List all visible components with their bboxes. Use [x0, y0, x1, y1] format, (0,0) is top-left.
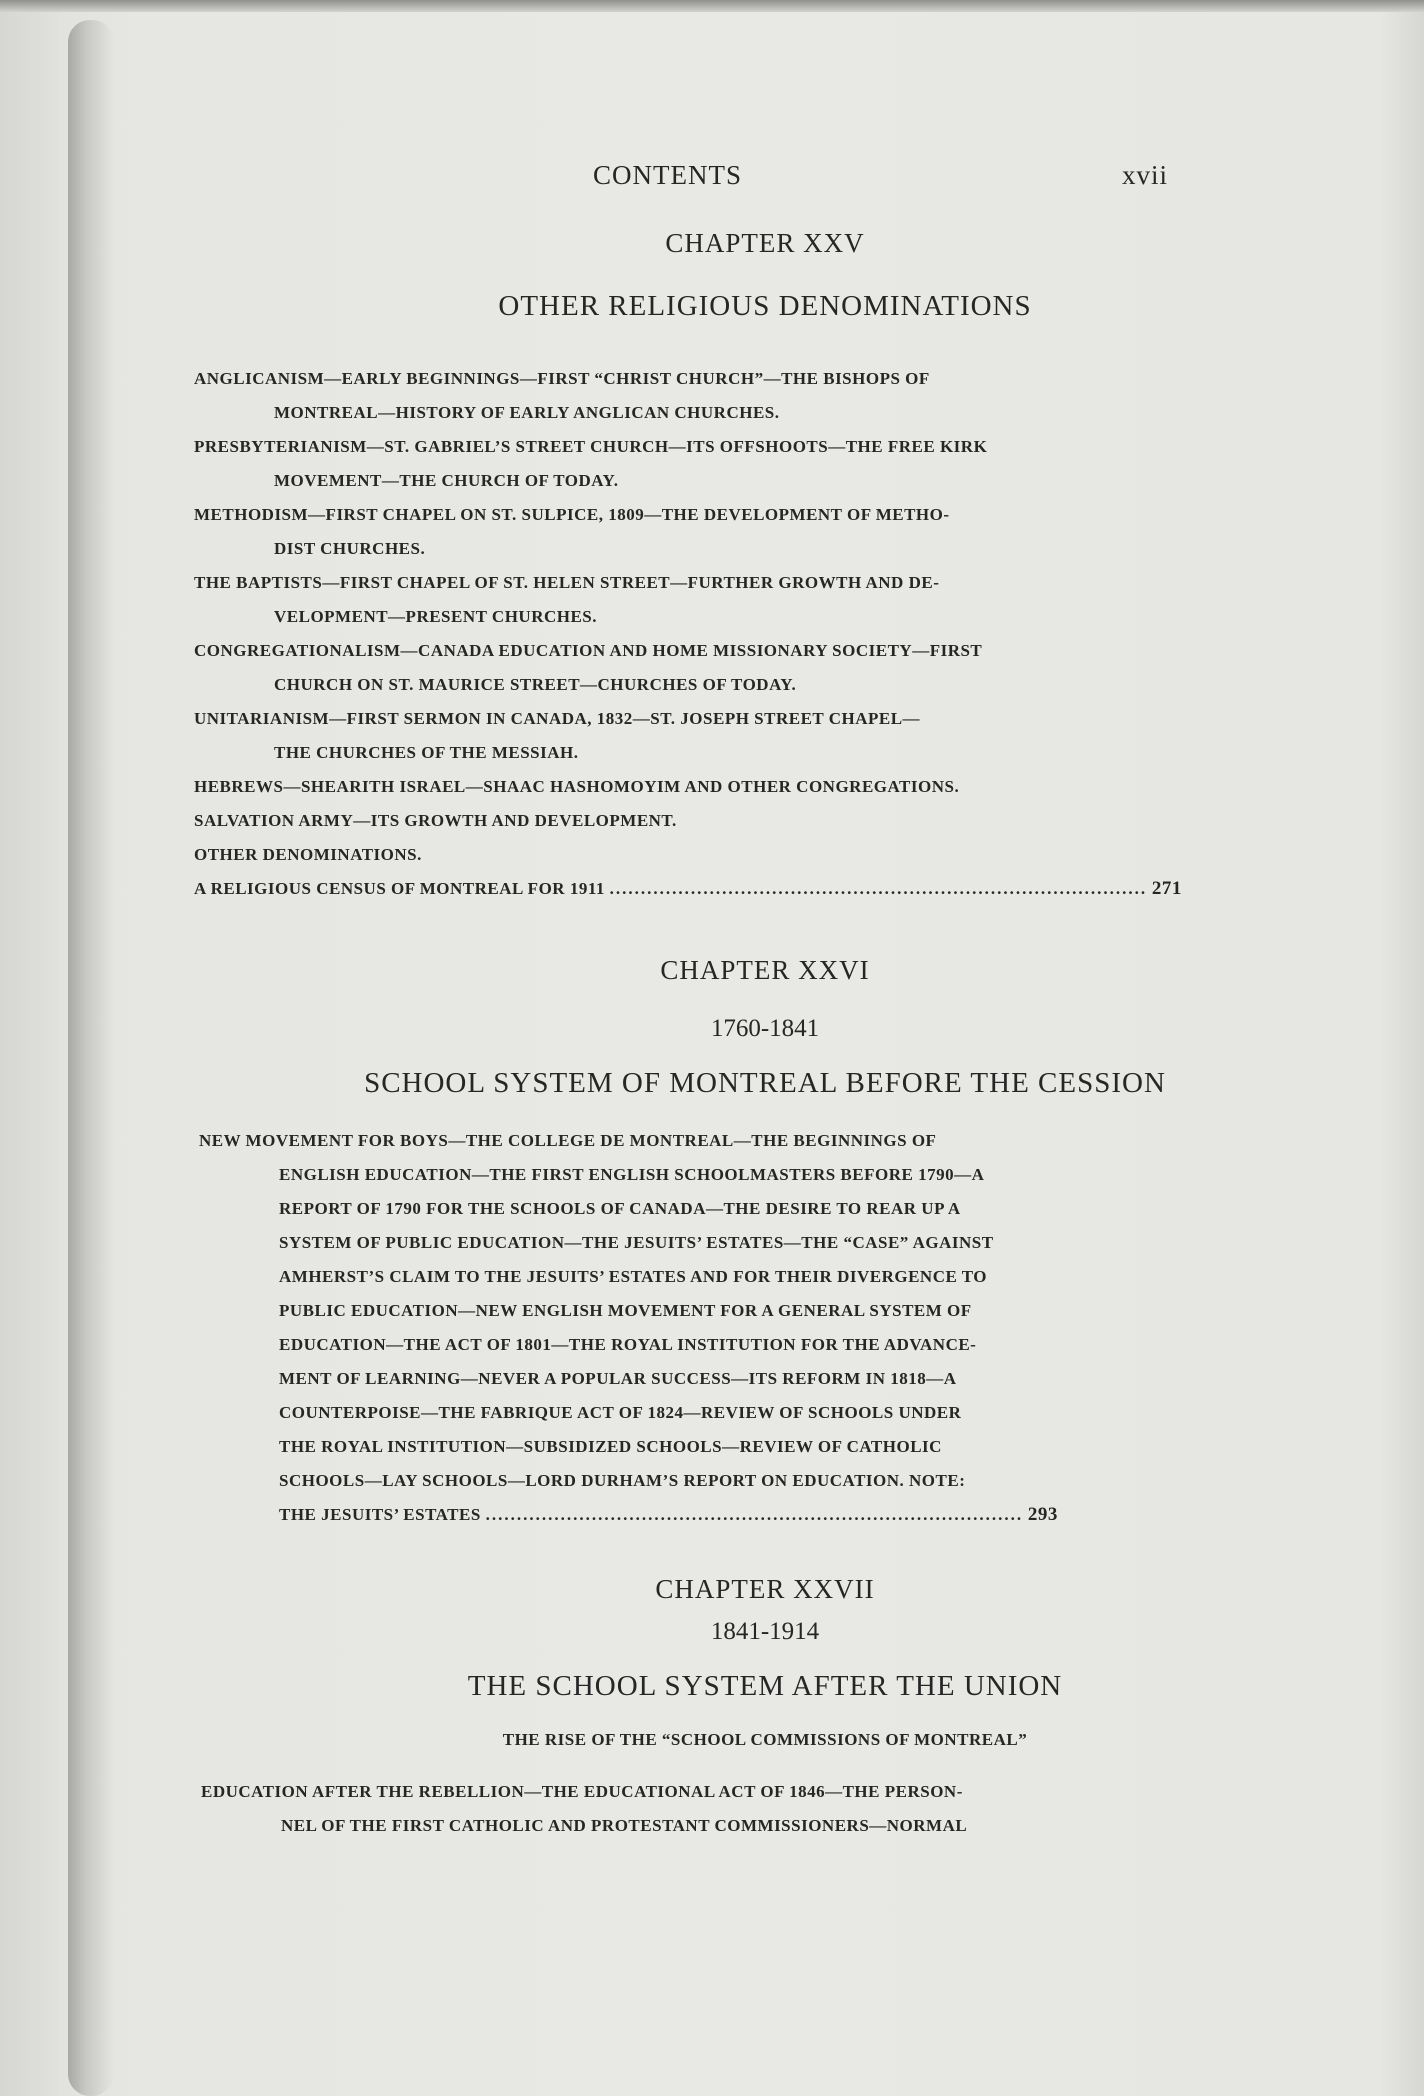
binding-shadow — [68, 20, 114, 2096]
chapter-27-label: CHAPTER XXVII — [655, 1574, 875, 1604]
paragraph-line: REPORT OF 1790 FOR THE SCHOOLS OF CANADA—THE DESIRE TO REAR UP A — [279, 1199, 961, 1218]
toc-entry-continuation: MOVEMENT—THE CHURCH OF TODAY. — [274, 471, 619, 490]
page-top-edge — [0, 0, 1424, 12]
paragraph-line: PUBLIC EDUCATION—NEW ENGLISH MOVEMENT FOR A GENERAL SYSTEM OF — [279, 1301, 972, 1320]
paragraph-line: NEL OF THE FIRST CATHOLIC AND PROTESTANT COMMISSIONERS—NORMAL — [281, 1816, 968, 1835]
chapter-26-title: SCHOOL SYSTEM OF MONTREAL BEFORE THE CESSION — [364, 1067, 1166, 1099]
paragraph-line: SYSTEM OF PUBLIC EDUCATION—THE JESUITS’ ESTATES—THE “CASE” AGAINST — [279, 1233, 994, 1252]
chapter-26-years: 1760-1841 — [710, 1015, 820, 1042]
toc-entry-continuation: CHURCH ON ST. MAURICE STREET—CHURCHES OF TODAY. — [274, 675, 797, 694]
paragraph-line: THE ROYAL INSTITUTION—SUBSIDIZED SCHOOLS—REVIEW OF CATHOLIC — [279, 1437, 942, 1456]
toc-entry-line: OTHER DENOMINATIONS. — [194, 845, 422, 864]
toc-entry-with-page — [194, 872, 1182, 906]
running-head-title: CONTENTS — [593, 160, 742, 190]
paragraph-line: MENT OF LEARNING—NEVER A POPULAR SUCCESS—ITS REFORM IN 1818—A — [279, 1369, 957, 1388]
toc-entry-continuation: THE CHURCHES OF THE MESSIAH. — [274, 743, 579, 762]
toc-entry-line: HEBREWS—SHEARITH ISRAEL—SHAAC HASHOMOYIM AND OTHER CONGREGATIONS. — [194, 777, 960, 796]
chapter-26-paragraph — [199, 1124, 1171, 1532]
toc-entry-text: THE JESUITS’ ESTATES — [279, 1505, 481, 1524]
toc-entry-line: UNITARIANISM—FIRST SERMON IN CANADA, 1832—ST. JOSEPH STREET CHAPEL— — [194, 709, 921, 728]
chapter-27-title: THE SCHOOL SYSTEM AFTER THE UNION — [467, 1670, 1063, 1702]
chapter-25-label: CHAPTER XXV — [665, 228, 865, 258]
paragraph-line: EDUCATION AFTER THE REBELLION—THE EDUCATIONAL ACT OF 1846—THE PERSON- — [201, 1782, 963, 1801]
paragraph-line: EDUCATION—THE ACT OF 1801—THE ROYAL INSTITUTION FOR THE ADVANCE- — [279, 1335, 977, 1354]
toc-entry-line: SALVATION ARMY—ITS GROWTH AND DEVELOPMENT. — [194, 811, 677, 830]
chapter-27-subtitle: THE RISE OF THE “SCHOOL COMMISSIONS OF MONTREAL” — [502, 1730, 1028, 1749]
chapter-26-label: CHAPTER XXVI — [660, 955, 870, 985]
dot-leader: ...................................................................................... — [609, 879, 1148, 898]
chapter-25-entry-list — [194, 362, 1182, 906]
toc-entry-line: PRESBYTERIANISM—ST. GABRIEL’S STREET CHURCH—ITS OFFSHOOTS—THE FREE KIRK — [194, 437, 988, 456]
paragraph-line: SCHOOLS—LAY SCHOOLS—LORD DURHAM’S REPORT ON EDUCATION. NOTE: — [279, 1471, 966, 1490]
paragraph-line: AMHERST’S CLAIM TO THE JESUITS’ ESTATES AND FOR THEIR DIVERGENCE TO — [279, 1267, 988, 1286]
toc-page-number: 293 — [1027, 1504, 1058, 1525]
toc-entry-line: ANGLICANISM—EARLY BEGINNINGS—FIRST “CHRIST CHURCH”—THE BISHOPS OF — [194, 369, 930, 388]
toc-entry-line: CONGREGATIONALISM—CANADA EDUCATION AND HOME MISSIONARY SOCIETY—FIRST — [194, 641, 983, 660]
chapter-27-years: 1841-1914 — [710, 1618, 820, 1645]
page-left-edge — [0, 0, 58, 2096]
toc-entry-continuation: DIST CHURCHES. — [274, 539, 426, 558]
toc-entry-continuation: VELOPMENT—PRESENT CHURCHES. — [274, 607, 598, 626]
dot-leader: ...................................................................................... — [485, 1505, 1024, 1524]
toc-entry-line: METHODISM—FIRST CHAPEL ON ST. SULPICE, 1809—THE DEVELOPMENT OF METHO- — [194, 505, 950, 524]
running-head-page-number: xvii — [1122, 160, 1169, 190]
paragraph-line: COUNTERPOISE—THE FABRIQUE ACT OF 1824—REVIEW OF SCHOOLS UNDER — [279, 1403, 962, 1422]
chapter-27-paragraph — [201, 1775, 1173, 1843]
toc-page-number: 271 — [1151, 878, 1182, 899]
paragraph-line: NEW MOVEMENT FOR BOYS—THE COLLEGE DE MONTREAL—THE BEGINNINGS OF — [199, 1131, 937, 1150]
toc-entry-line: THE BAPTISTS—FIRST CHAPEL OF ST. HELEN STREET—FURTHER GROWTH AND DE- — [194, 573, 940, 592]
chapter-25-title: OTHER RELIGIOUS DENOMINATIONS — [498, 290, 1032, 322]
paragraph-line: ENGLISH EDUCATION—THE FIRST ENGLISH SCHOOLMASTERS BEFORE 1790—A — [279, 1165, 985, 1184]
toc-entry-continuation: MONTREAL—HISTORY OF EARLY ANGLICAN CHURCHES. — [274, 403, 780, 422]
toc-entry-text: A RELIGIOUS CENSUS OF MONTREAL FOR 1911 — [194, 879, 605, 898]
toc-entry-with-page — [199, 1498, 1171, 1532]
